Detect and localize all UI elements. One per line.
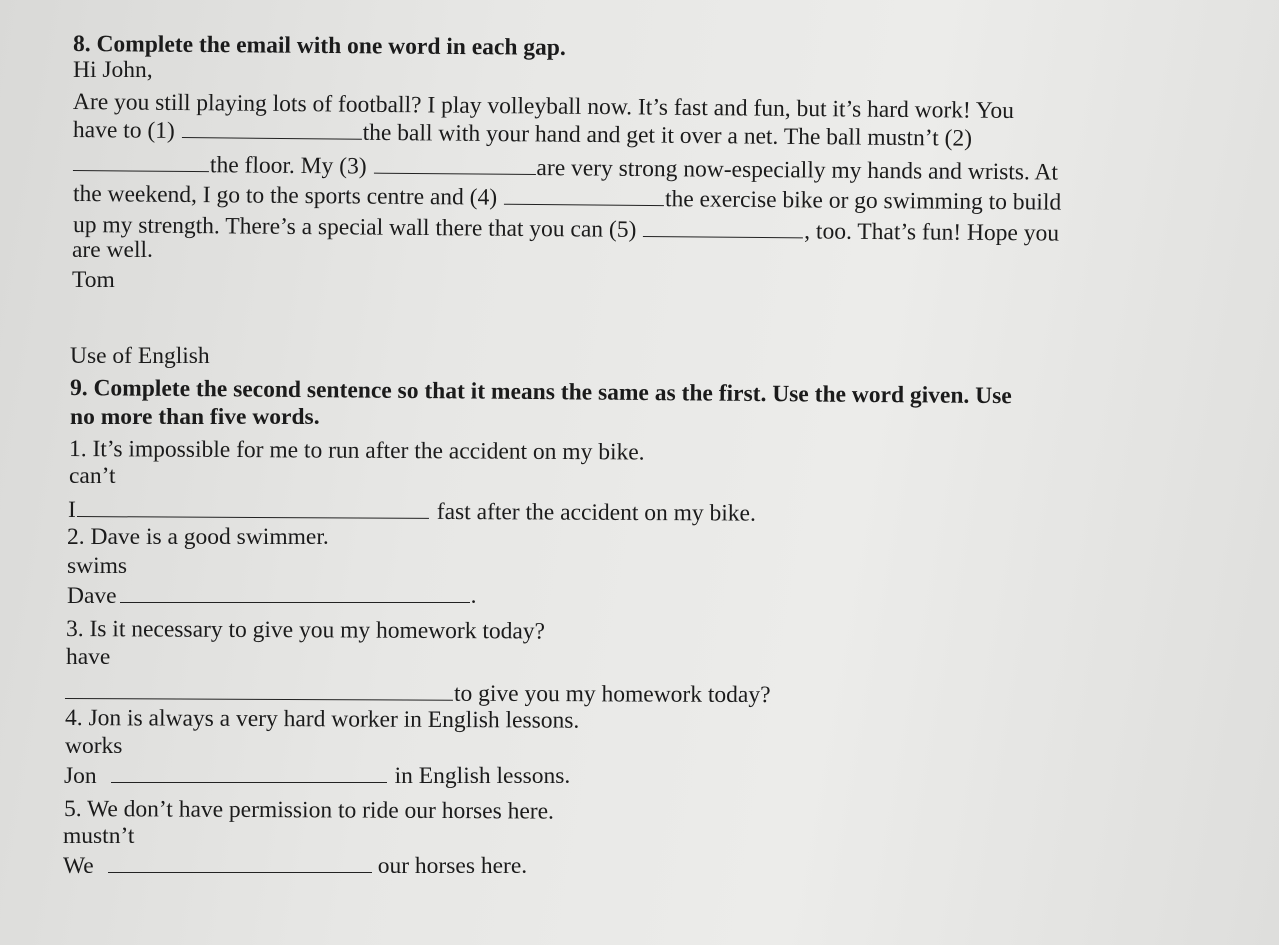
item-4-gap[interactable] xyxy=(111,764,387,783)
email-line-4-start: the weekend, I go to the sports centre and (4) xyxy=(72,181,498,211)
item-3-gap[interactable] xyxy=(65,680,453,701)
section-label: Use of English xyxy=(70,343,210,369)
email-line-2-start: have to (1) xyxy=(72,117,175,144)
item-4-keyword: works xyxy=(65,733,123,759)
email-greeting: Hi John, xyxy=(73,57,153,83)
item-1-start: I xyxy=(67,497,76,524)
item-5-keyword: mustn’t xyxy=(63,823,135,849)
item-4-start: Jon xyxy=(64,763,97,789)
item-4-end: in English lessons. xyxy=(394,763,571,789)
exercise-9-title-line-1: 9. Complete the second sentence so that it means the same as the first. Use the word given. Use xyxy=(69,375,1012,410)
gap-4[interactable] xyxy=(504,186,664,206)
item-4-answer-row xyxy=(64,762,570,790)
item-1-gap[interactable] xyxy=(77,498,429,519)
item-3-keyword: have xyxy=(66,644,111,670)
email-line-5-start: up my strength. There’s a special wall there that you can (5) xyxy=(72,212,637,243)
item-2-gap[interactable] xyxy=(120,584,470,603)
gap-3[interactable] xyxy=(373,155,535,175)
item-4-sentence: 4. Jon is always a very hard worker in English lessons. xyxy=(64,705,580,734)
item-5-sentence: 5. We don’t have permission to ride our horses here. xyxy=(63,796,555,825)
item-5-end: our horses here. xyxy=(377,853,528,879)
email-line-5-end: , too. That’s fun! Hope you xyxy=(804,218,1060,247)
email-line-2-end: the ball with your hand and get it over a net. The ball mustn’t (2) xyxy=(362,119,973,152)
gap-5[interactable] xyxy=(643,218,803,238)
email-line-4-end: the exercise bike or go swimming to build xyxy=(664,186,1062,216)
item-2-answer-row xyxy=(67,582,476,610)
exercise-8-title: 8. Complete the email with one word in each gap. xyxy=(72,31,566,61)
item-5-answer-row xyxy=(63,852,527,880)
email-line-3-start: the floor. My (3) xyxy=(209,152,367,180)
item-1-end: fast after the accident on my bike. xyxy=(436,498,756,527)
email-signature: Tom xyxy=(72,267,115,293)
item-2-start: Dave xyxy=(67,583,117,609)
item-5-gap[interactable] xyxy=(108,854,372,873)
item-5-start: We xyxy=(63,853,94,879)
exercise-9-title-line-2: no more than five words. xyxy=(70,404,320,430)
email-line-4 xyxy=(73,180,1061,217)
item-1-sentence: 1. It’s impossible for me to run after the accident on my bike. xyxy=(68,436,645,466)
item-3-sentence: 3. Is it necessary to give you my homework today? xyxy=(65,616,546,645)
email-line-5 xyxy=(73,211,1059,248)
email-line-6: are well. xyxy=(72,237,153,263)
gap-2[interactable] xyxy=(73,152,209,172)
item-3-end: to give you my homework today? xyxy=(453,680,771,709)
email-line-1: Are you still playing lots of football? I play volleyball now. It’s fast and fun, but it’s hard work! You xyxy=(72,89,1015,125)
email-line-3-end: are very strong now-especially my hands and wrists. At xyxy=(536,155,1059,186)
item-2-sentence: 2. Dave is a good swimmer. xyxy=(67,524,329,550)
item-2-end: . xyxy=(470,583,477,609)
item-1-keyword: can’t xyxy=(69,463,116,489)
item-2-keyword: swims xyxy=(67,553,128,579)
gap-1[interactable] xyxy=(182,119,362,140)
